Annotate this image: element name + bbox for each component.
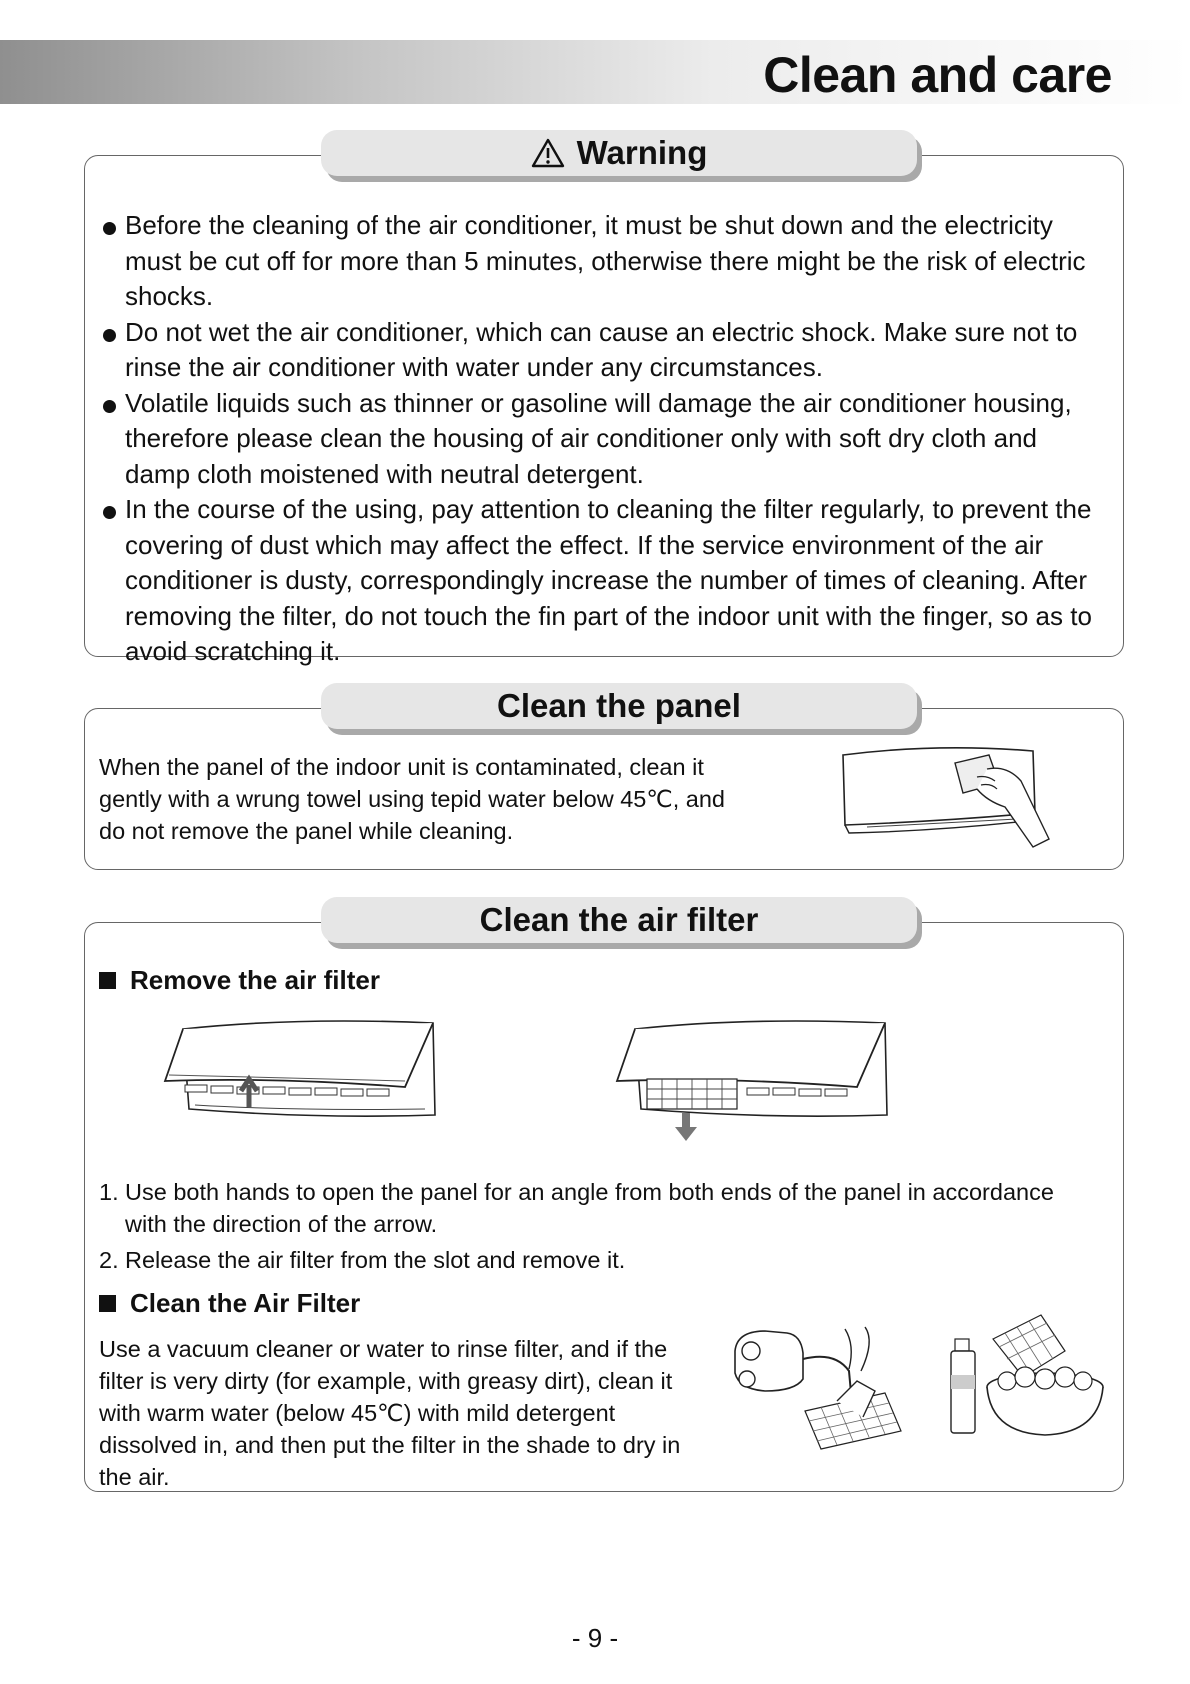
page-title: Clean and care <box>763 47 1112 103</box>
warning-item: Do not wet the air conditioner, which can cause an electric shock. Make sure not to rinse the air conditioner with water under any circumstances. <box>97 315 1107 386</box>
step-item <box>99 1244 1089 1276</box>
warning-list <box>97 208 1107 670</box>
warning-section <box>84 134 1124 666</box>
vacuum-cleaner-illustration <box>725 1321 915 1451</box>
clean-filter-title: Clean the air filter <box>479 901 759 938</box>
wash-basin-illustration <box>949 1311 1109 1441</box>
remove-filter-heading <box>99 965 380 996</box>
clean-filter-section <box>84 901 1124 1492</box>
clean-filter-heading <box>99 1288 360 1319</box>
clean-panel-text: When the panel of the indoor unit is contaminated, clean it gently with a wrung towel using tepid water below 45℃, and do not remove the panel while cleaning. <box>99 754 725 844</box>
warning-triangle-icon <box>531 138 565 168</box>
clean-panel-title: Clean the panel <box>497 687 741 724</box>
warning-title: Warning <box>576 134 708 171</box>
warning-item: Before the cleaning of the air conditioner, it must be shut down and the electricity must be cut off for more than 5 minutes, otherwise there might be the risk of electric shocks. <box>97 208 1107 315</box>
square-bullet-icon <box>99 1295 116 1312</box>
page-number: - 9 - <box>571 1623 619 1653</box>
clean-filter-text: Use a vacuum cleaner or water to rinse filter, and if the filter is very dirty (for example, with greasy dirt), clean it with warm water (below 45℃) with mild detergent dissolved in, and then put the filter in the shade to dry in the air. <box>99 1336 681 1490</box>
step-item <box>99 1176 1089 1240</box>
clean-filter-tab <box>321 897 917 943</box>
open-panel-illustration <box>155 1015 455 1135</box>
step-number: 1. <box>99 1179 119 1205</box>
clean-filter-heading-label: Clean the Air Filter <box>130 1288 361 1318</box>
square-bullet-icon <box>99 972 116 989</box>
step-text: Use both hands to open the panel for an angle from both ends of the panel in accordance with the direction of the arrow. <box>125 1179 1054 1237</box>
clean-panel-section <box>84 687 1124 870</box>
warning-item: In the course of the using, pay attention to cleaning the filter regularly, to prevent the covering of dust which may affect the effect. If the service environment of the air conditioner is dusty, correspondingly increase the number of times of cleaning. After removing the filter, do not touch the fin part of the indoor unit with the finger, so as to avoid scratching it. <box>97 492 1107 670</box>
warning-tab <box>321 130 917 176</box>
remove-filter-heading-label: Remove the air filter <box>130 965 380 995</box>
warning-item: Volatile liquids such as thinner or gasoline will damage the air conditioner housing, therefore please clean the housing of air conditioner only with soft dry cloth and damp cloth moistened with neutral detergent. <box>97 386 1107 493</box>
remove-filter-steps <box>99 1176 1089 1280</box>
step-text: Release the air filter from the slot and remove it. <box>125 1247 626 1273</box>
remove-filter-illustration <box>607 1015 907 1145</box>
step-number: 2. <box>99 1247 119 1273</box>
panel-wiping-illustration <box>837 741 1067 861</box>
clean-panel-tab <box>321 683 917 729</box>
